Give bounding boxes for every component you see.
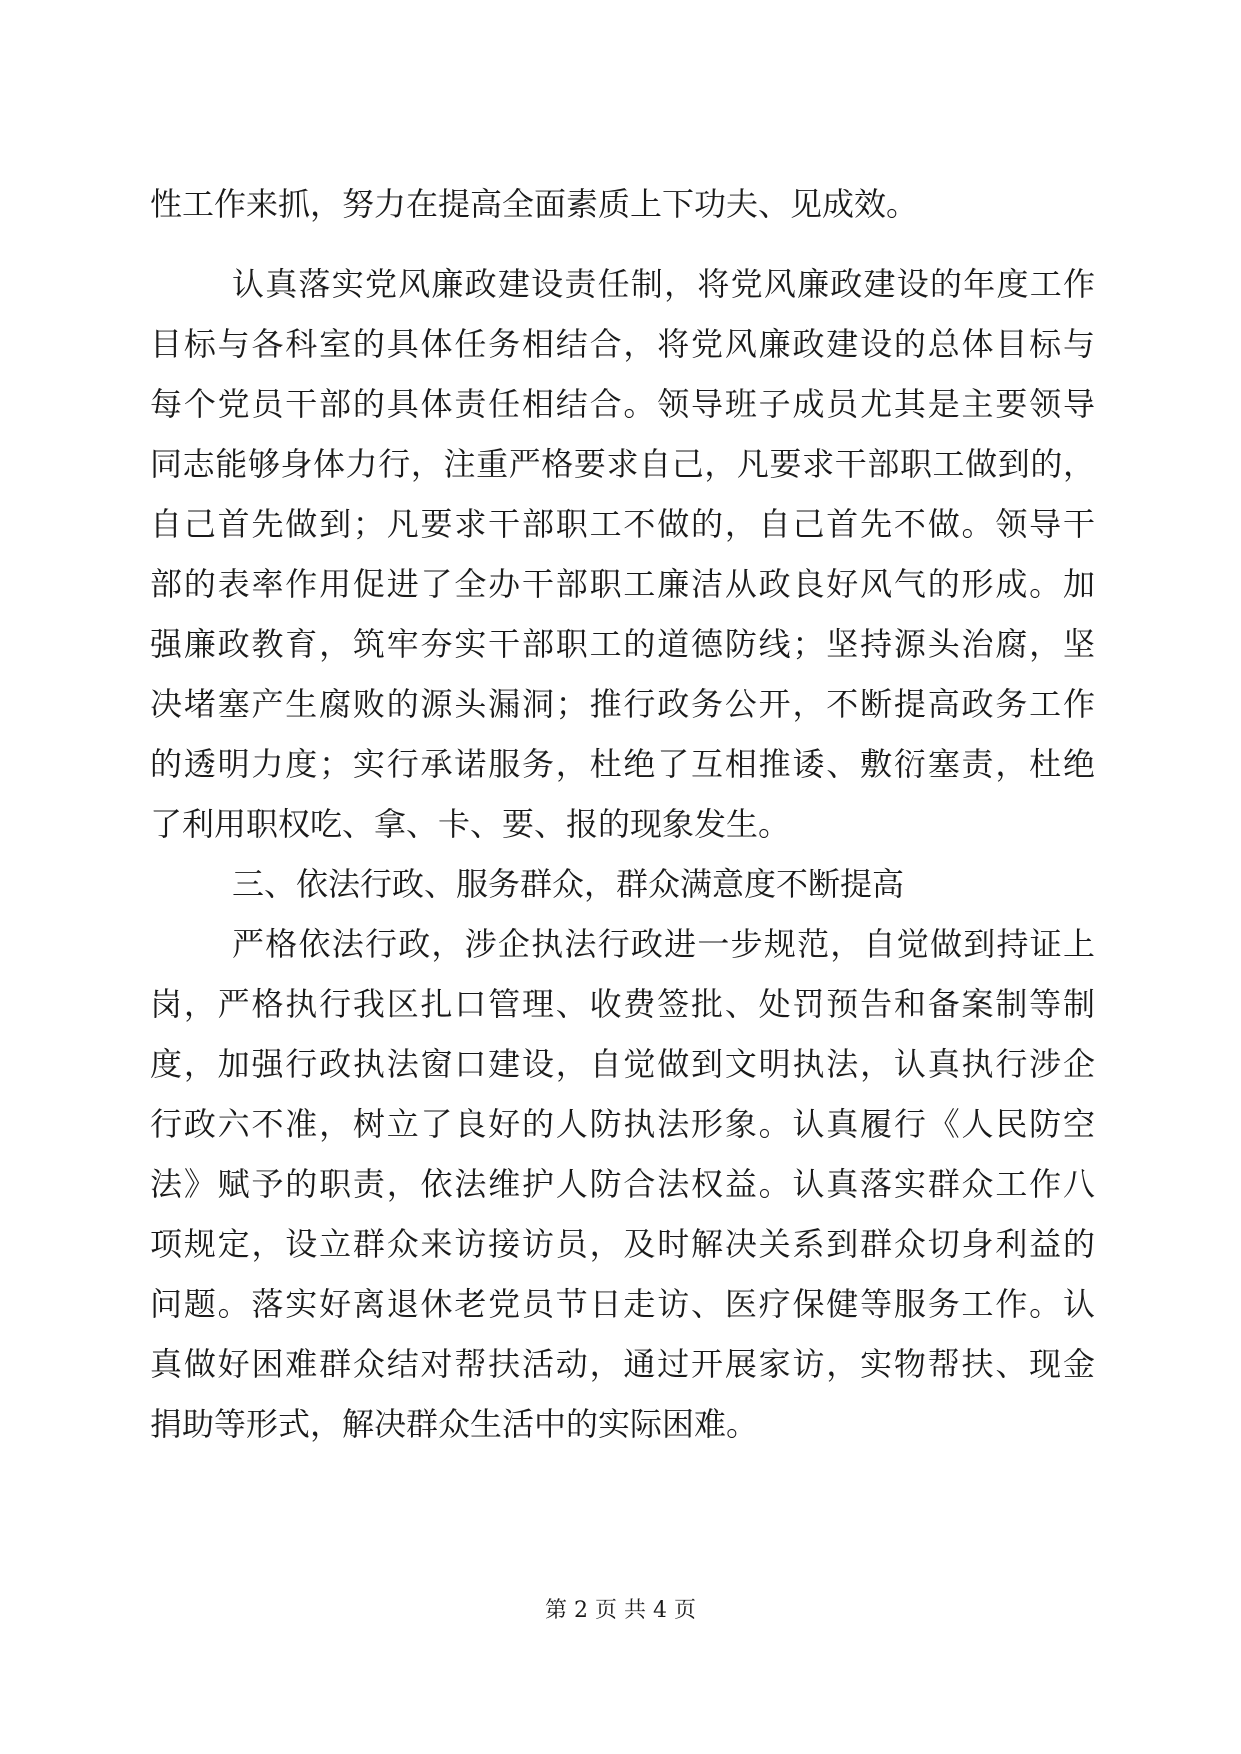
- body-line: 项规定，设立群众来访接访员，及时解决关系到群众切身利益的: [150, 1225, 1095, 1263]
- body-line: 的透明力度；实行承诺服务，杜绝了互相推诿、敷衍塞责，杜绝: [150, 745, 1095, 783]
- body-line: 每个党员干部的具体责任相结合。领导班子成员尤其是主要领导: [150, 385, 1095, 423]
- body-line: 部的表率作用促进了全办干部职工廉洁从政良好风气的形成。加: [150, 565, 1095, 603]
- body-line: 真做好困难群众结对帮扶活动，通过开展家访，实物帮扶、现金: [150, 1345, 1095, 1383]
- body-line: 严格依法行政，涉企执法行政进一步规范，自觉做到持证上: [232, 925, 1095, 963]
- body-line: 了利用职权吃、拿、卡、要、报的现象发生。: [150, 805, 791, 843]
- body-line: 法》赋予的职责，依法维护人防合法权益。认真落实群众工作八: [150, 1165, 1095, 1203]
- body-line: 性工作来抓，努力在提高全面素质上下功夫、见成效。: [150, 185, 919, 223]
- body-line: 捐助等形式，解决群众生活中的实际困难。: [150, 1405, 759, 1443]
- page-number-footer: 第 2 页 共 4 页: [545, 1598, 696, 1623]
- body-line: 自己首先做到；凡要求干部职工不做的，自己首先不做。领导干: [150, 505, 1095, 543]
- body-line: 行政六不准，树立了良好的人防执法形象。认真履行《人民防空: [150, 1105, 1095, 1143]
- body-line: 岗，严格执行我区扎口管理、收费签批、处罚预告和备案制等制: [150, 985, 1095, 1023]
- body-line: 同志能够身体力行，注重严格要求自己，凡要求干部职工做到的，: [150, 445, 1095, 483]
- section-heading: 三、依法行政、服务群众，群众满意度不断提高: [232, 865, 905, 903]
- body-line: 度，加强行政执法窗口建设，自觉做到文明执法，认真执行涉企: [150, 1045, 1095, 1083]
- body-line: 认真落实党风廉政建设责任制，将党风廉政建设的年度工作: [232, 265, 1095, 303]
- body-line: 决堵塞产生腐败的源头漏洞；推行政务公开，不断提高政务工作: [150, 685, 1095, 723]
- body-line: 问题。落实好离退休老党员节日走访、医疗保健等服务工作。认: [150, 1285, 1095, 1323]
- body-line: 强廉政教育，筑牢夯实干部职工的道德防线；坚持源头治腐，坚: [150, 625, 1095, 663]
- body-line: 目标与各科室的具体任务相结合，将党风廉政建设的总体目标与: [150, 325, 1095, 363]
